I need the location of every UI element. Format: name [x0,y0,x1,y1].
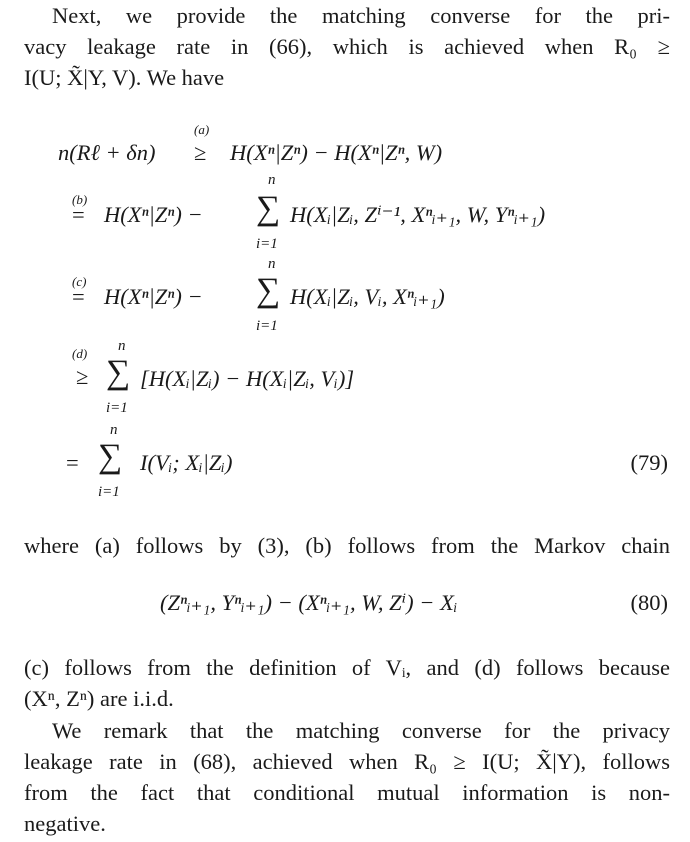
where-line: where (a) follows by (3), (b) follows from the Markov chain [24,533,670,558]
remark-line-1: We remark that the matching converse for the privacy [52,718,670,743]
eq79-line2-sum-upper: n [268,172,276,188]
eq79-label-a: (a) [194,122,210,137]
eq79-line3-sum-upper: n [268,256,276,272]
intro-line-1: Next, we provide the matching converse for the pri- [52,3,670,28]
eq79-line3-pre: H(Xⁿ|Zⁿ) − [104,284,203,309]
eq80-number: (80) [630,590,668,615]
eq79-line5-sum-upper: n [110,422,118,438]
eq79-relation-d: ≥ [76,364,89,389]
intro-line-2: vacy leakage rate in (66), which is achieved when R₀ ≥ [24,34,670,59]
eq79-relation-b: = [72,202,85,227]
eq79-lhs: n(Rℓ + δn) [58,140,156,165]
eq79-line1-rhs: H(Xⁿ|Zⁿ) − H(Xⁿ|Zⁿ, W) [230,140,443,165]
intro-line-3: I(U; X̃|Y, V). We have [24,65,225,90]
eq80-expression: (Zⁿᵢ₊₁, Yⁿᵢ₊₁) − (Xⁿᵢ₊₁, W, Zⁱ) − Xᵢ [160,590,458,615]
eq79-line4-sum-symbol: ∑ [106,354,131,391]
eq79-number: (79) [630,450,668,475]
eq79-line2-sum-lower: i=1 [256,236,278,252]
eq79-label-d: (d) [72,346,88,361]
after80-line-1: (c) follows from the definition of Vᵢ, and (d) follows because [24,655,670,680]
eq79-line2-post: H(Xᵢ|Zᵢ, Zⁱ⁻¹, Xⁿᵢ₊₁, W, Yⁿᵢ₊₁) [290,202,546,227]
eq79-line3-sum-lower: i=1 [256,318,278,334]
eq79-line5-post: I(Vᵢ; Xᵢ|Zᵢ) [140,450,233,475]
after80-paragraph [24,652,670,714]
remark-line-4: negative. [24,811,106,836]
eq79-line2-sum-symbol: ∑ [256,190,281,227]
where-paragraph [24,530,670,561]
eq79-line3-post: H(Xᵢ|Zᵢ, Vᵢ, Xⁿᵢ₊₁) [290,284,445,309]
remark-paragraph [24,715,670,839]
eq79-line5-sum-symbol: ∑ [98,438,123,475]
eq79-line4-sum-upper: n [118,338,126,354]
eq79-label-b: (b) [72,192,88,207]
eq79-line4-sum-lower: i=1 [106,400,128,416]
remark-line-2: leakage rate in (68), achieved when R₀ ≥ I(U; X̃|Y), follows [24,749,670,774]
intro-paragraph [24,0,670,93]
eq79-line3-sum-symbol: ∑ [256,272,281,309]
eq79-relation-c: = [72,284,85,309]
eq79-relation-a: ≥ [194,140,207,165]
eq79-label-c: (c) [72,274,87,289]
eq79-line4-post: [H(Xᵢ|Zᵢ) − H(Xᵢ|Zᵢ, Vᵢ)] [140,366,355,391]
eq79-line5-sum-lower: i=1 [98,484,120,500]
eq79-line2-pre: H(Xⁿ|Zⁿ) − [104,202,203,227]
eq79-relation-e: = [66,450,79,475]
after80-line-2: (Xⁿ, Zⁿ) are i.i.d. [24,686,174,711]
remark-line-3: from the fact that conditional mutual information is non- [24,780,670,805]
